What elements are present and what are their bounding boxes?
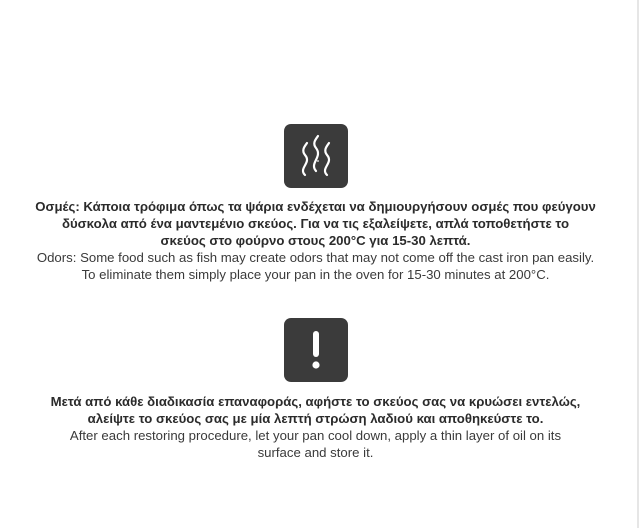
restore-greek-line-2: αλείψτε το σκεύος σας με μία λεπτή στρώση λαδιού και αποθηκεύστε το. (87, 411, 544, 426)
odors-greek-line-1: Οσμές: Κάποια τρόφιμα όπως τα ψάρια ενδέχεται να δημιουργήσουν οσμές που φεύγουν (35, 199, 596, 214)
odors-english-text (0, 249, 631, 283)
odors-greek-line-3: σκεύος στο φούρνο στους 200°C για 15-30 λεπτά. (160, 233, 471, 248)
exclamation-icon-graphic (306, 328, 326, 372)
exclamation-icon (284, 318, 348, 382)
restore-english-line-1: After each restoring procedure, let your pan cool down, apply a thin layer of oil on its (69, 428, 562, 443)
steam-icon-graphic (294, 131, 338, 181)
odors-greek-text (0, 198, 631, 249)
steam-icon (284, 124, 348, 188)
restore-english-text (0, 427, 631, 461)
odors-english-line-1: Odors: Some food such as fish may create odors that may not come off the cast iron pan easily. (36, 250, 595, 265)
odors-greek-heading: Οσμές: (35, 199, 80, 214)
restore-english-line-2: surface and store it. (257, 445, 374, 460)
restore-section (0, 393, 631, 461)
restore-greek-line-1: Μετά από κάθε διαδικασία επαναφοράς, αφήστε το σκεύος σας να κρυώσει εντελώς, (50, 394, 581, 409)
odors-greek-line-2: δύσκολα από ένα μαντεμένιο σκεύος. Για να τις εξαλείψετε, απλά τοποθετήστε το (61, 216, 570, 231)
odors-english-line-2: To eliminate them simply place your pan in the oven for 15-30 minutes at 200°C. (81, 267, 550, 282)
restore-greek-text (0, 393, 631, 427)
odors-section (0, 198, 631, 283)
